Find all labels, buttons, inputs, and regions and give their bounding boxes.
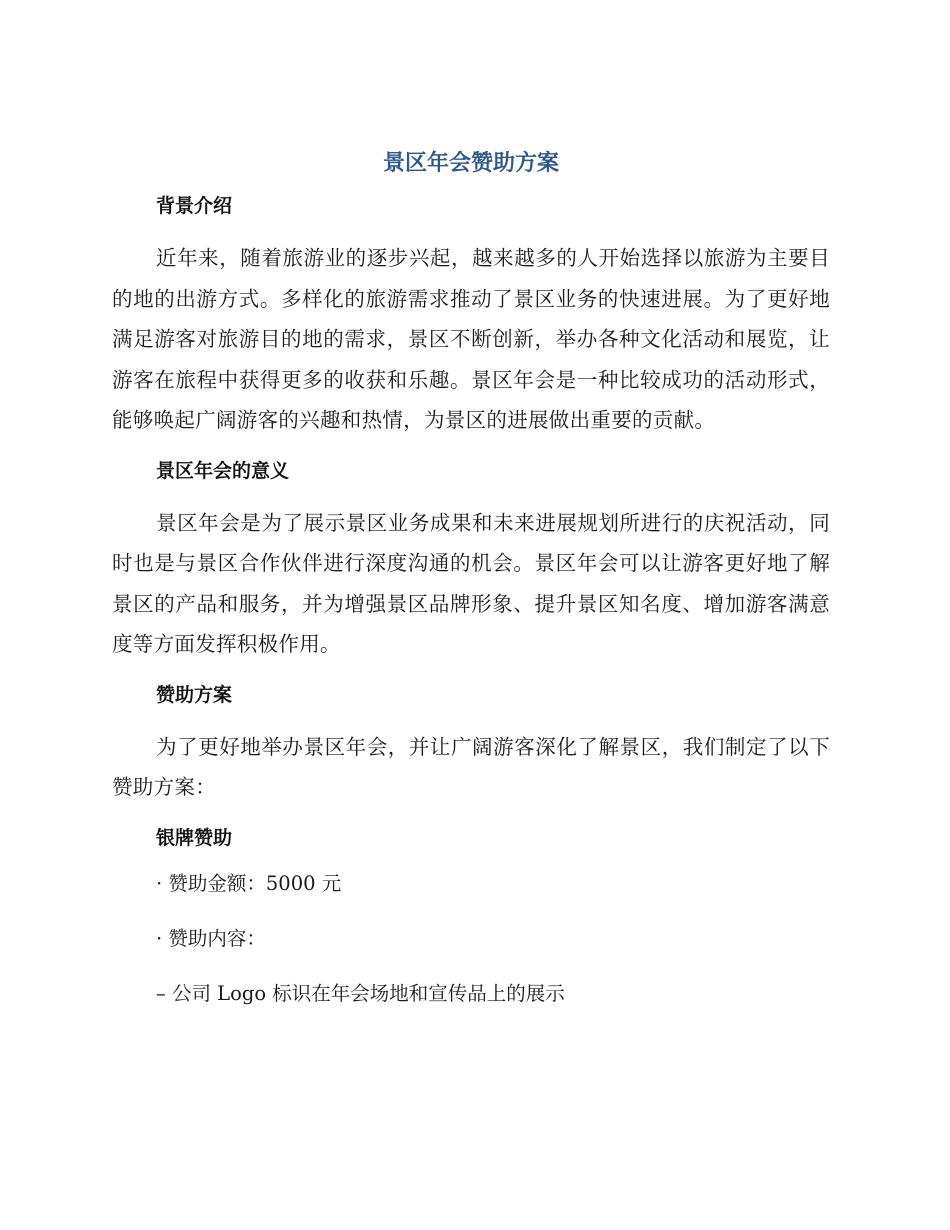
sub-item-logo-display: – 公司 Logo 标识在年会场地和宣传品上的展示: [156, 981, 565, 1005]
section-heading-background: 背景介绍: [156, 195, 233, 217]
bullet-sponsor-amount: · 赞助金额：5000 元: [156, 871, 342, 895]
paragraph-meaning: 景区年会是为了展示景区业务成果和未来进展规划所进行的庆祝活动，同时也是与景区合作伙伴进行深度沟通的机会。景区年会可以让游客更好地了解景区的产品和服务，并为增强景区品牌形象、提升景区知名度、增加游客满意度等方面发挥积极作用。: [112, 510, 830, 656]
document-page: [112, 148, 830, 1035]
document-title: 景区年会赞助方案: [382, 151, 559, 176]
paragraph-background: 近年来，随着旅游业的逐步兴起，越来越多的人开始选择以旅游为主要目的地的出游方式。多样化的旅游需求推动了景区业务的快速进展。为了更好地满足游客对旅游目的地的需求，景区不断创新，举办各种文化活动和展览，让游客在旅程中获得更多的收获和乐趣。景区年会是一种比较成功的活动形式，能够唤起广阔游客的兴趣和热情，为景区的进展做出重要的贡献。: [112, 246, 830, 432]
bullet-sponsor-content: · 赞助内容：: [156, 926, 266, 950]
section-heading-silver-sponsor: 银牌赞助: [156, 826, 233, 849]
section-heading-meaning: 景区年会的意义: [156, 459, 290, 482]
paragraph-sponsorship-plan: 为了更好地举办景区年会，并让广阔游客深化了解景区，我们制定了以下赞助方案：: [112, 734, 830, 799]
section-heading-sponsorship-plan: 赞助方案: [156, 683, 233, 706]
